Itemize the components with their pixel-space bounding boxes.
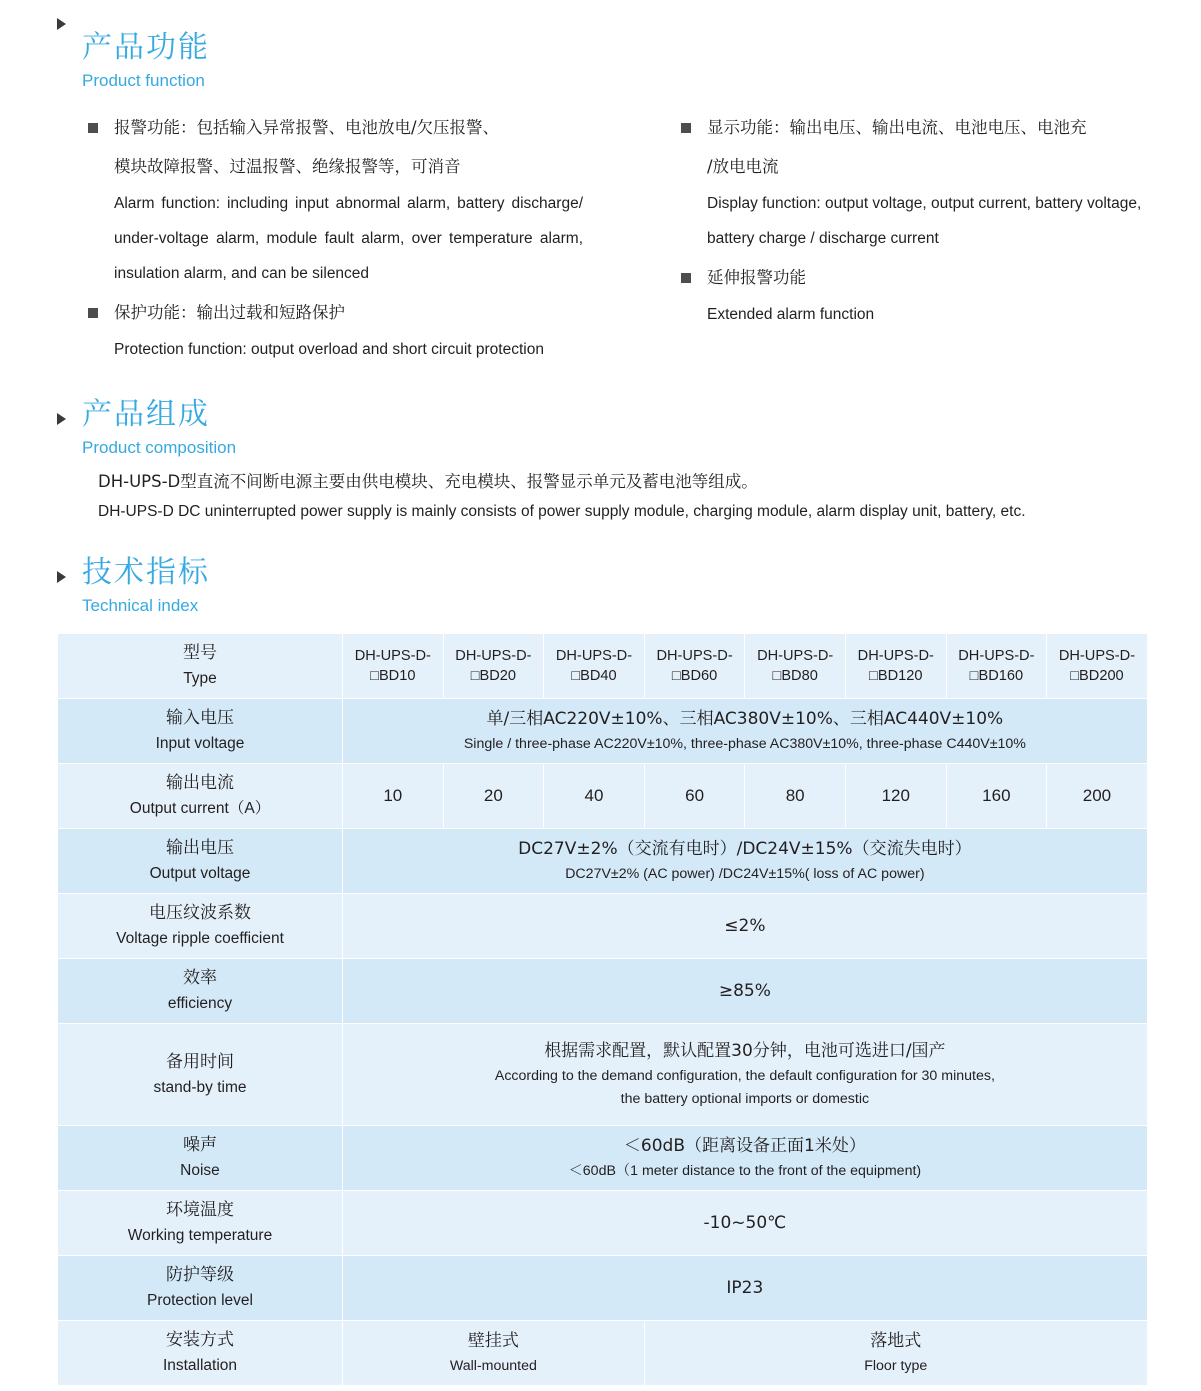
row-label bbox=[58, 1191, 343, 1256]
row-label-en: Output voltage bbox=[149, 865, 251, 882]
row-cell bbox=[745, 764, 846, 829]
cell-value: 10 bbox=[383, 786, 403, 805]
row-label-cn: 备用时间 bbox=[166, 1051, 234, 1072]
table-row bbox=[58, 894, 1148, 959]
composition-en: DH-UPS-D DC uninterrupted power supply is mainly consists of power supply module, charging module, alarm display unit, battery, etc. bbox=[98, 503, 1026, 520]
row-label-en: Installation bbox=[162, 1357, 238, 1374]
function-item-en: Display function: output voltage, output current, battery voltage, battery charge / discharge current bbox=[707, 195, 1142, 247]
row-label-cn: 噪声 bbox=[183, 1135, 217, 1155]
function-item-cn-text: 延伸报警功能 bbox=[707, 268, 806, 287]
function-item bbox=[681, 258, 1148, 332]
install-option-floor bbox=[644, 1321, 1147, 1386]
function-item-cn-text: 报警功能：包括输入异常报警、电池放电/欠压报警、 bbox=[114, 118, 500, 137]
composition-cn: DH-UPS-D型直流不间断电源主要由供电模块、充电模块、报警显示单元及蓄电池等组成。 bbox=[98, 472, 758, 491]
square-bullet-icon bbox=[681, 273, 691, 283]
function-column-right bbox=[623, 108, 1158, 369]
cell-value: 160 bbox=[982, 786, 1011, 805]
section-title-en: Product composition bbox=[82, 438, 237, 457]
row-value-text: ≤2% bbox=[724, 916, 766, 936]
model-code: DH-UPS-D-□BD60 bbox=[656, 648, 733, 684]
table-header-model bbox=[745, 634, 846, 699]
function-item-en: Protection function: output overload and short circuit protection bbox=[114, 341, 544, 358]
function-column-left bbox=[88, 108, 623, 369]
model-code: DH-UPS-D-□BD120 bbox=[857, 648, 934, 684]
row-label-cn: 防护等级 bbox=[166, 1265, 234, 1285]
triangle-bullet-icon bbox=[57, 413, 66, 425]
row-label bbox=[58, 1126, 343, 1191]
triangle-bullet-icon bbox=[57, 18, 66, 30]
row-label-cn: 输入电压 bbox=[166, 708, 234, 728]
row-label-en: Voltage ripple coefficient bbox=[116, 930, 284, 947]
row-cell bbox=[443, 764, 544, 829]
function-item-cn-line2: /放电电流 bbox=[707, 157, 779, 176]
table-row bbox=[58, 699, 1148, 764]
function-item bbox=[681, 108, 1148, 256]
row-label-en: Protection level bbox=[147, 1292, 253, 1309]
row-label bbox=[58, 1321, 343, 1386]
row-label bbox=[58, 1256, 343, 1321]
table-header-model bbox=[1047, 634, 1148, 699]
install-option-wall bbox=[343, 1321, 645, 1386]
square-bullet-icon bbox=[88, 123, 98, 133]
row-value bbox=[343, 699, 1148, 764]
section-title-cn: 技术指标 bbox=[82, 555, 210, 590]
row-label bbox=[58, 894, 343, 959]
row-value bbox=[343, 1024, 1148, 1126]
table-row bbox=[58, 1024, 1148, 1126]
row-label-cn: 安装方式 bbox=[166, 1330, 234, 1350]
table-header-model bbox=[544, 634, 645, 699]
row-value-cn: ＜60dB（距离设备正面1米处） bbox=[623, 1136, 866, 1156]
square-bullet-icon bbox=[681, 123, 691, 133]
row-value-text: ≥85% bbox=[718, 981, 771, 1001]
table-row-installation bbox=[58, 1321, 1148, 1386]
function-item-en: Alarm function: including input abnormal alarm, battery discharge/ under-voltage alarm, module fault alarm, over temperature alarm, insulation alarm, and can be silenced bbox=[114, 195, 583, 282]
table-header-model bbox=[343, 634, 444, 699]
row-label-en: Noise bbox=[180, 1162, 220, 1179]
row-value-cn: 根据需求配置，默认配置30分钟，电池可选进口/国产 bbox=[544, 1041, 946, 1061]
cell-value: 40 bbox=[584, 786, 604, 805]
function-item bbox=[88, 293, 583, 367]
row-label-cn: 环境温度 bbox=[166, 1200, 234, 1220]
row-label bbox=[58, 699, 343, 764]
install-option-cn: 壁挂式 bbox=[467, 1331, 519, 1351]
row-value-en: ＜60dB（1 meter distance to the front of the equipment) bbox=[568, 1163, 922, 1179]
row-value bbox=[343, 1191, 1148, 1256]
row-value-en: According to the demand configuration, the default configuration for 30 minutes, bbox=[494, 1068, 995, 1084]
row-value bbox=[343, 1256, 1148, 1321]
row-value bbox=[343, 959, 1148, 1024]
row-value-text: IP23 bbox=[726, 1278, 764, 1298]
technical-index-table-wrap bbox=[57, 633, 1147, 1386]
table-row bbox=[58, 764, 1148, 829]
function-item-cn-text: 保护功能：输出过载和短路保护 bbox=[114, 303, 345, 322]
technical-index-table bbox=[57, 633, 1148, 1386]
table-header-model bbox=[946, 634, 1047, 699]
table-header-model bbox=[845, 634, 946, 699]
model-code: DH-UPS-D-□BD160 bbox=[958, 648, 1035, 684]
table-row-header bbox=[58, 634, 1148, 699]
row-value-en-2: the battery optional imports or domestic bbox=[620, 1091, 870, 1107]
function-item-cn-line1 bbox=[88, 293, 583, 332]
row-label-cn: 效率 bbox=[183, 968, 217, 988]
row-label bbox=[58, 829, 343, 894]
section-title-cn: 产品功能 bbox=[82, 30, 210, 65]
table-header-model bbox=[644, 634, 745, 699]
cell-value: 80 bbox=[785, 786, 805, 805]
section-product-function-header bbox=[0, 0, 1201, 94]
row-label bbox=[58, 959, 343, 1024]
header-label-en: Type bbox=[183, 670, 217, 687]
function-item-cn-line2: 模块故障报警、过温报警、绝缘报警等，可消音 bbox=[114, 157, 461, 176]
row-label-en: Output current（A） bbox=[129, 800, 271, 817]
cell-value: 120 bbox=[881, 786, 910, 805]
function-item-cn-line1 bbox=[681, 258, 1148, 297]
function-item-cn-line1 bbox=[88, 108, 583, 147]
row-value bbox=[343, 894, 1148, 959]
row-cell bbox=[1047, 764, 1148, 829]
row-label-cn: 输出电流 bbox=[166, 773, 234, 793]
section-title-en: Product function bbox=[82, 71, 205, 90]
install-option-en: Wall-mounted bbox=[449, 1358, 537, 1374]
composition-body bbox=[88, 461, 1201, 527]
row-label bbox=[58, 1024, 343, 1126]
function-item-cn-line1 bbox=[681, 108, 1148, 147]
row-value-cn: DC27V±2%（交流有电时）/DC24V±15%（交流失电时） bbox=[518, 839, 972, 859]
model-code: DH-UPS-D-□BD200 bbox=[1058, 648, 1136, 684]
row-label-en: stand-by time bbox=[153, 1078, 247, 1096]
table-header-label bbox=[58, 634, 343, 699]
cell-value: 200 bbox=[1082, 786, 1112, 805]
row-cell bbox=[343, 764, 444, 829]
row-label-cn: 输出电压 bbox=[166, 838, 234, 858]
model-code: DH-UPS-D-□BD80 bbox=[757, 648, 834, 684]
table-header-model bbox=[443, 634, 544, 699]
product-function-columns bbox=[88, 94, 1158, 369]
row-value bbox=[343, 1126, 1148, 1191]
function-item-cn-text: 显示功能：输出电压、输出电流、电池电压、电池充 bbox=[707, 118, 1087, 137]
install-option-cn: 落地式 bbox=[870, 1331, 922, 1351]
triangle-bullet-icon bbox=[57, 571, 66, 583]
row-cell bbox=[946, 764, 1047, 829]
table-row bbox=[58, 1126, 1148, 1191]
section-title-cn: 产品组成 bbox=[82, 397, 210, 432]
row-label bbox=[58, 764, 343, 829]
header-label-cn: 型号 bbox=[183, 643, 217, 663]
section-title-en: Technical index bbox=[82, 596, 199, 615]
install-option-en: Floor type bbox=[864, 1358, 928, 1374]
model-code: DH-UPS-D-□BD40 bbox=[555, 648, 633, 684]
function-item bbox=[88, 108, 583, 291]
row-value-en: DC27V±2% (AC power) /DC24V±15%( loss of AC power) bbox=[565, 866, 925, 882]
row-value-text: -10~50℃ bbox=[703, 1213, 787, 1233]
table-row bbox=[58, 1191, 1148, 1256]
row-value bbox=[343, 829, 1148, 894]
square-bullet-icon bbox=[88, 308, 98, 318]
row-cell bbox=[845, 764, 946, 829]
model-code: DH-UPS-D-□BD10 bbox=[354, 648, 431, 684]
row-label-en: efficiency bbox=[167, 995, 233, 1012]
row-value-en: Single / three-phase AC220V±10%, three-phase AC380V±10%, three-phase C440V±10% bbox=[463, 736, 1026, 752]
function-item-en: Extended alarm function bbox=[707, 306, 875, 323]
row-label-en: Working temperature bbox=[127, 1227, 273, 1244]
row-label-cn: 电压纹波系数 bbox=[149, 903, 251, 923]
table-row bbox=[58, 959, 1148, 1024]
table-row bbox=[58, 1256, 1148, 1321]
cell-value: 60 bbox=[685, 786, 705, 805]
cell-value: 20 bbox=[483, 786, 503, 805]
row-label-en: Input voltage bbox=[155, 735, 245, 752]
row-value-cn: 单/三相AC220V±10%、三相AC380V±10%、三相AC440V±10% bbox=[486, 709, 1004, 729]
row-cell bbox=[644, 764, 745, 829]
section-technical-index-header bbox=[0, 553, 1201, 619]
section-product-composition-header bbox=[0, 395, 1201, 461]
row-cell bbox=[544, 764, 645, 829]
table-row bbox=[58, 829, 1148, 894]
model-code: DH-UPS-D-□BD20 bbox=[455, 648, 532, 684]
